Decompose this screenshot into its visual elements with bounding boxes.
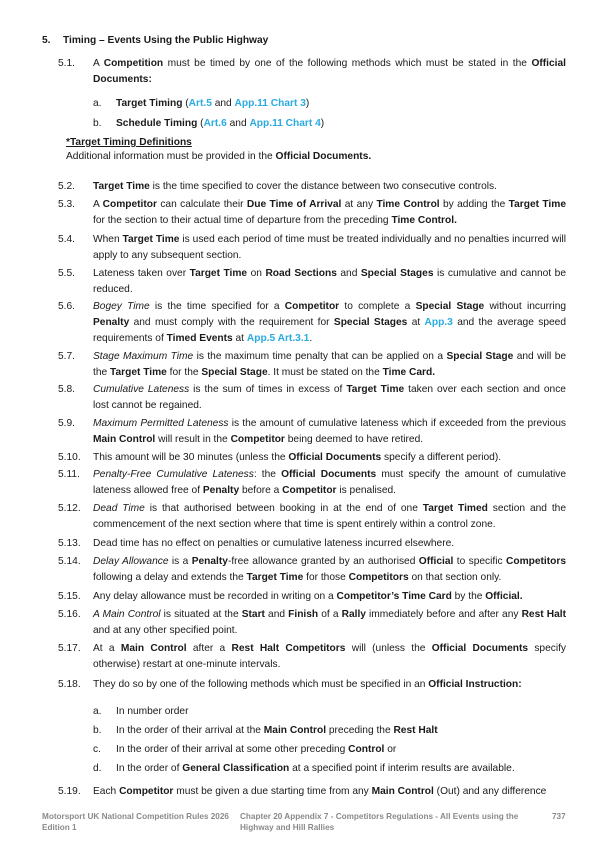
clause-5-14: 5.14. Delay Allowance is a Penalty-free allowance granted by an authorised Official to specific Competitors following a delay and extends the Target Time for those Competitors on that section only.	[58, 556, 566, 583]
clause-5-12: 5.12. Dead Time is that authorised between booking in at the end of one Target Timed section and the commencement of the next section where that time is spent entirely within a control zone.	[58, 503, 567, 530]
clause-5-18-b: b. In the order of their arrival at the Main Control preceding the Rest Halt	[93, 725, 438, 736]
link-app-5-art-3-1[interactable]: App.5 Art.3.1	[246, 332, 310, 344]
definitions-heading: *Target Timing Definitions	[66, 137, 192, 148]
footer-publication: Motorsport UK National Competition Rules 2026 Edition 1	[42, 812, 229, 832]
definitions-note: *Target Timing Definitions Additional information must be provided in the Official Documents.	[66, 137, 372, 162]
clause-5-13: 5.13. Dead time has no effect on penalties or cumulative lateness incurred elsewhere.	[58, 538, 455, 549]
clause-5-1-a: a. Target Timing (Art.5 and App.11 Chart 3)	[93, 98, 310, 109]
link-art-6[interactable]: Art.6	[203, 118, 227, 129]
clause-5-18-c: c. In the order of their arrival at some other preceding Control or	[93, 744, 397, 755]
clause-5-4: 5.4. When Target Time is used each period of time must be treated individually and no penalties incurred will apply to any subsequent section.	[58, 234, 566, 261]
clause-5-8: 5.8. Cumulative Lateness is the sum of times in excess of Target Time taken over each section and once lost cannot be regained.	[58, 384, 566, 411]
clause-5-19: 5.19. Each Competitor must be given a due starting time from any Main Control (Out) and any difference	[58, 786, 547, 797]
clause-5-18-d: d. In the order of General Classification at a specified point if interim results are available.	[93, 763, 515, 774]
clause-5-11: 5.11. Penalty-Free Cumulative Lateness: the Official Documents must specify the amount of cumulative lateness allowed free of Penalty before a Competitor is penalised.	[58, 469, 566, 496]
clause-5-1: 5.1. A Competition must be timed by one of the following methods which must be stated in the Official Documents:	[58, 58, 566, 85]
clause-5-15: 5.15. Any delay allowance must be recorded in writing on a Competitor’s Time Card by the Official.	[58, 591, 523, 602]
clause-5-1-b: b. Schedule Timing (Art.6 and App.11 Chart 4)	[93, 118, 325, 129]
section-title: Timing – Events Using the Public Highway	[63, 35, 269, 46]
clause-5-17: 5.17. At a Main Control after a Rest Halt Competitors will (unless the Official Documents specify otherwise) restart at one-minute intervals.	[58, 643, 567, 670]
link-app-11-chart-3[interactable]: App.11 Chart 3	[234, 98, 306, 109]
link-art-5[interactable]: Art.5	[188, 98, 212, 109]
link-app-11-chart-4[interactable]: App.11 Chart 4	[249, 118, 321, 129]
clause-5-18: 5.18. They do so by one of the following methods which must be specified in an Official Instruction:	[58, 679, 522, 690]
section-heading	[42, 35, 268, 46]
clause-5-18-a: a. In number order	[93, 706, 189, 717]
clause-5-3: 5.3. A Competitor can calculate their Due Time of Arrival at any Time Control by adding the Target Time for the section to their actual time of departure from the preceding Time Control.	[58, 199, 566, 226]
section-number: 5.	[42, 35, 51, 46]
footer-page-number: 737	[552, 812, 566, 821]
clause-5-9: 5.9. Maximum Permitted Lateness is the amount of cumulative lateness which if exceeded from the previous Main Control will result in the Competitor being deemed to have retired.	[58, 418, 566, 445]
clause-5-10: 5.10. This amount will be 30 minutes (unless the Official Documents specify a different period).	[58, 452, 502, 463]
clause-5-5: 5.5. Lateness taken over Target Time on Road Sections and Special Stages is cumulative and cannot be reduced.	[58, 268, 566, 295]
clause-5-16: 5.16. A Main Control is situated at the Start and Finish of a Rally immediately before and after any Rest Halt and at any other specified point.	[58, 609, 567, 636]
clause-5-7: 5.7. Stage Maximum Time is the maximum time penalty that can be applied on a Special Stage and will be the Target Time for the Special Stage. It must be stated on the Time Card.	[58, 351, 567, 378]
link-app-3[interactable]: App.3	[424, 316, 453, 328]
clause-5-6: 5.6. Bogey Time is the time specified for a Competitor to complete a Special Stage without incurring Penalty and must comply with the requirement for Special Stages at App.3 and the average speed requirements of Timed Events at App.5 Art.3.1.	[58, 301, 567, 344]
clause-5-2: 5.2. Target Time is the time specified to cover the distance between two consecutive controls.	[58, 181, 497, 192]
footer-chapter: Chapter 20 Appendix 7 - Competitors Regulations - All Events using the Highway and Hill Rallies	[240, 812, 519, 832]
